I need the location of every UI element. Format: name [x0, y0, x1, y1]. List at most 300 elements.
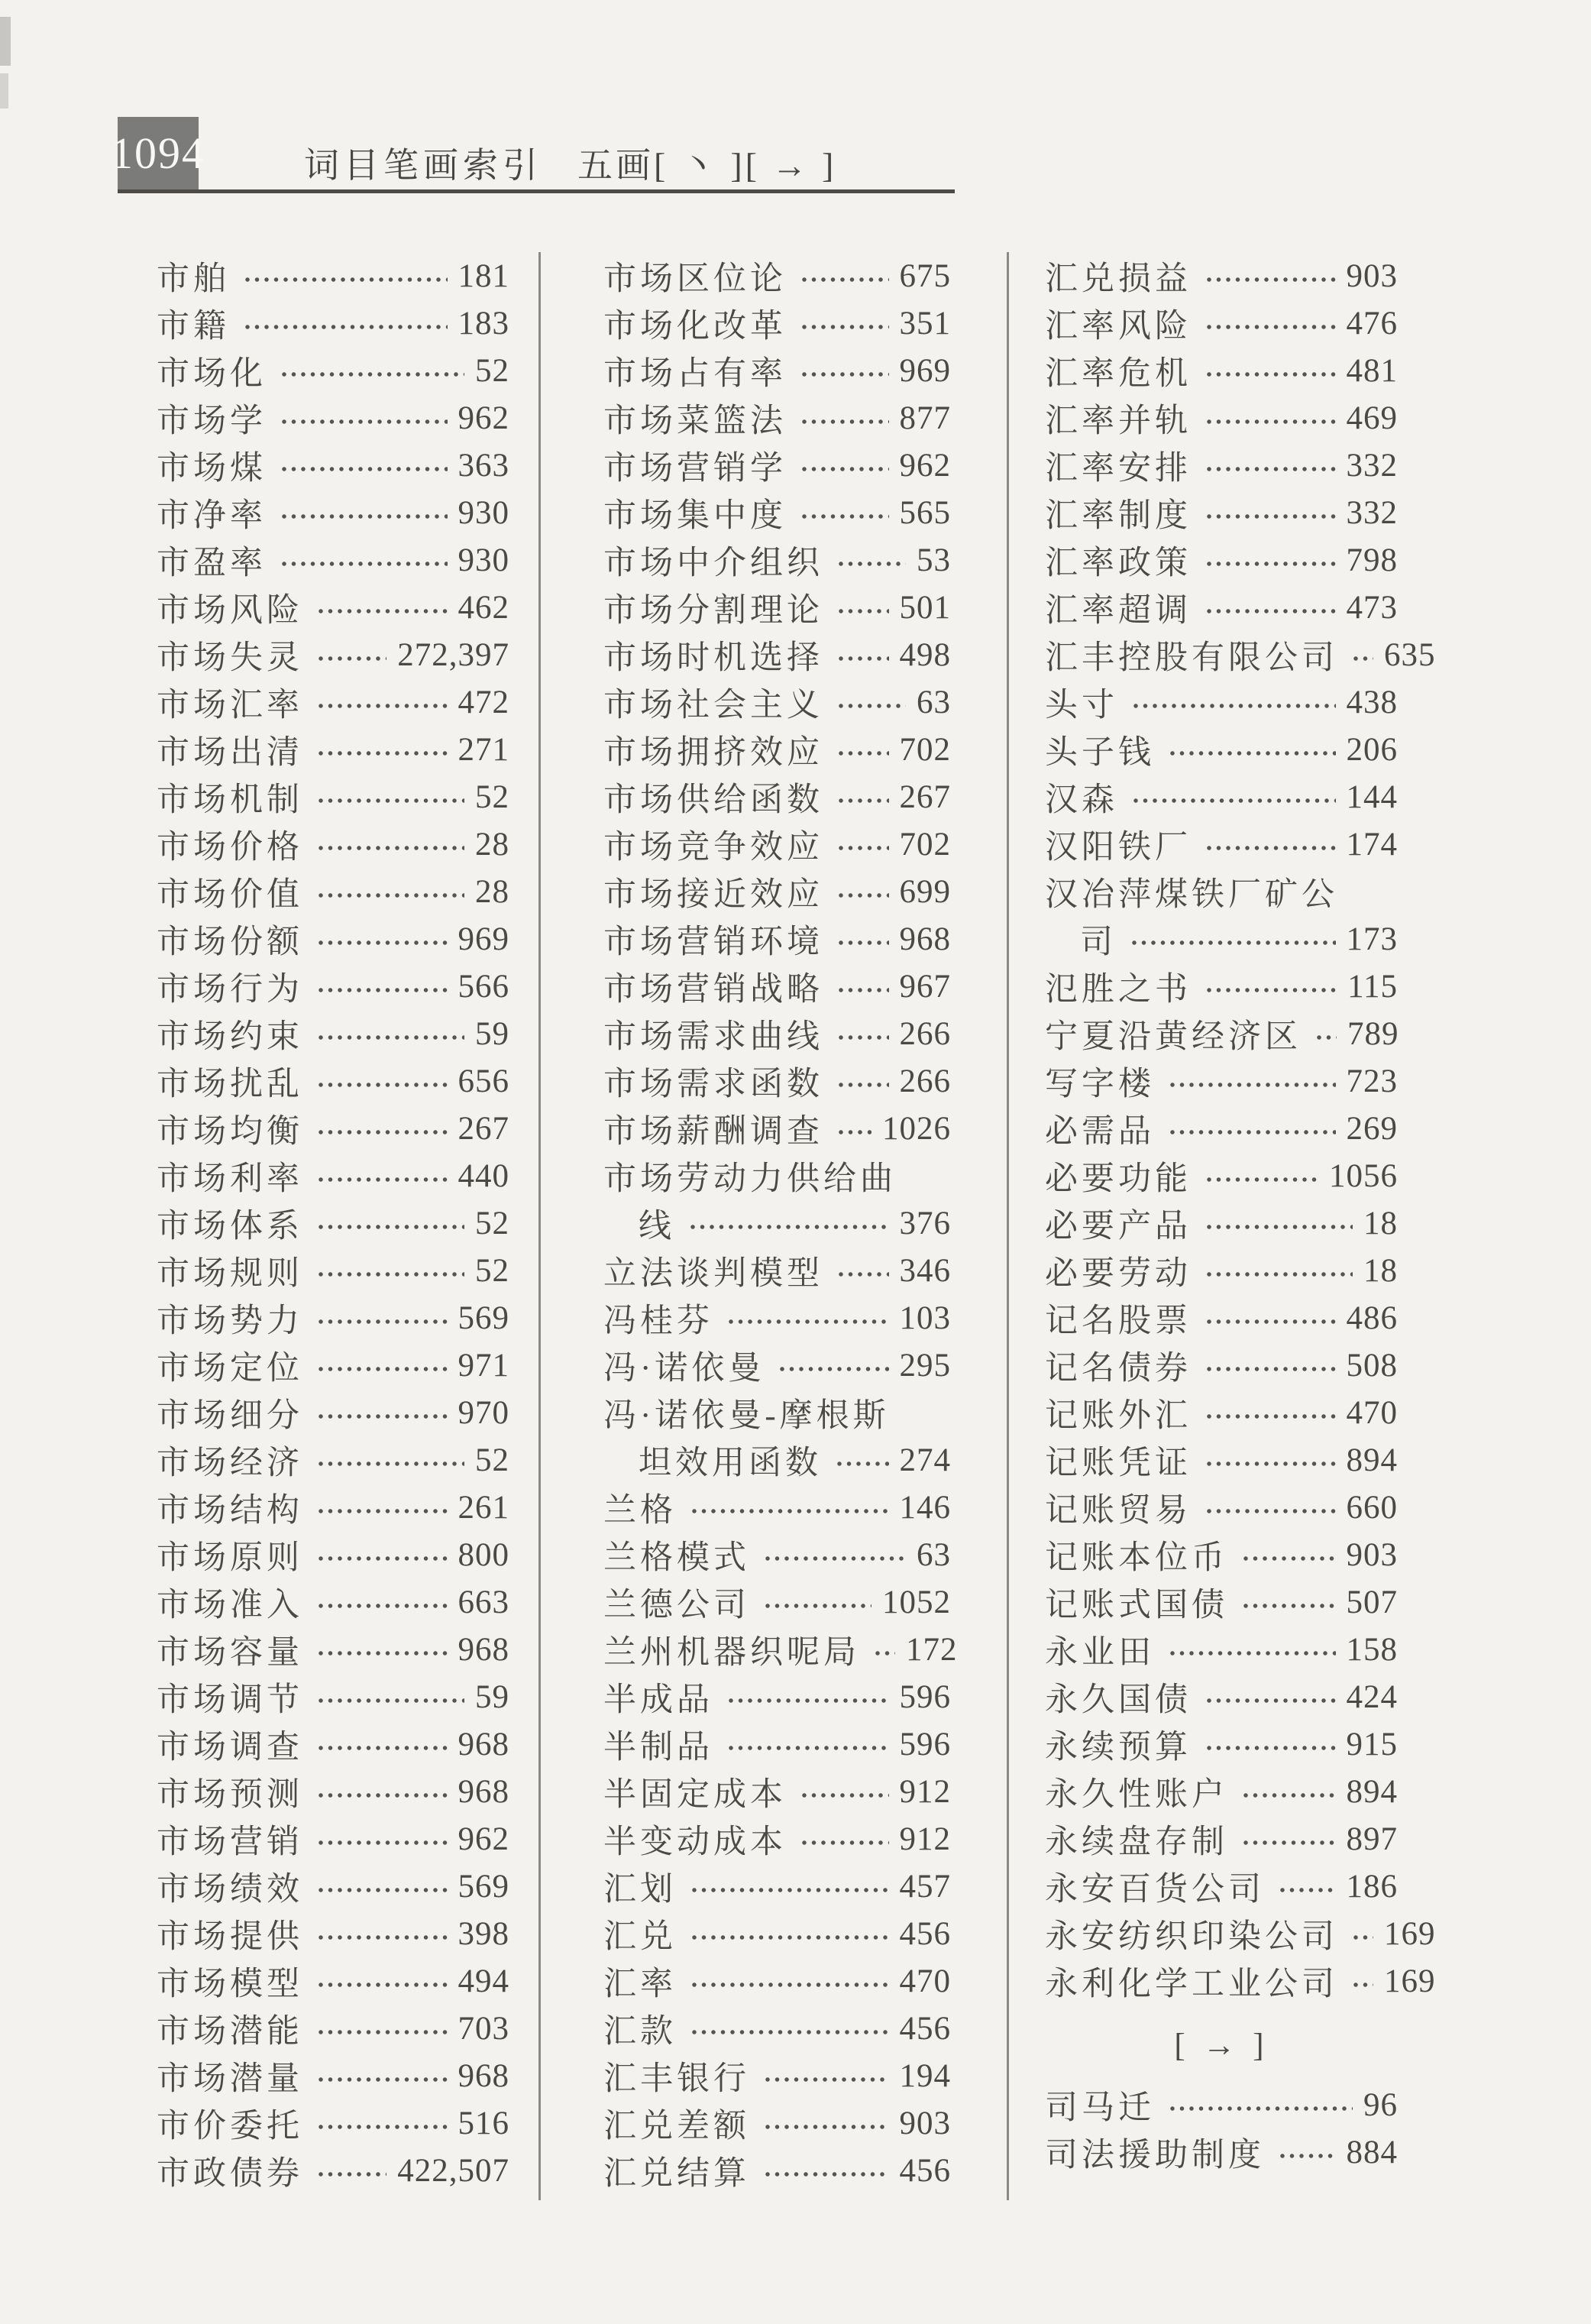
entry-term: 市场绩效 [157, 1871, 303, 1908]
index-entry [1045, 1626, 1398, 1673]
index-entry [157, 1436, 509, 1484]
entry-page-number: 971 [458, 1347, 509, 1384]
index-entry [603, 1105, 951, 1152]
index-entry [603, 631, 951, 678]
index-entry [157, 1863, 509, 1910]
entry-term: 头子钱 [1045, 734, 1155, 771]
entry-page-number: 52 [475, 1442, 509, 1478]
entry-term: 记账本位币 [1045, 1539, 1228, 1576]
index-entry [1045, 1294, 1398, 1342]
entry-term: 记账凭证 [1045, 1445, 1192, 1481]
dot-leader [317, 1270, 464, 1278]
index-entry [157, 1294, 509, 1342]
dot-leader [1205, 1744, 1336, 1752]
index-entry [603, 1484, 951, 1531]
dot-leader [1205, 1223, 1353, 1231]
entry-term: 市场竞争效应 [603, 829, 823, 866]
index-entry [603, 1626, 958, 1673]
index-entry [603, 1342, 951, 1389]
entry-term: 汉冶萍煤铁厂矿公 [1045, 876, 1338, 913]
entry-page-number: 18 [1363, 1252, 1398, 1289]
dot-leader [1205, 465, 1336, 473]
dot-leader [244, 276, 448, 283]
entry-term: 市场劳动力供给曲 [603, 1160, 897, 1197]
index-entry [1045, 1910, 1436, 1957]
entry-term: 兰州机器织呢局 [603, 1634, 860, 1671]
entry-page-number: 332 [1346, 494, 1398, 531]
index-entry [157, 1342, 509, 1389]
entry-page-number: 206 [1346, 731, 1398, 768]
entry-page-number: 266 [899, 1015, 951, 1052]
entry-term: 汇兑结算 [603, 2155, 750, 2192]
index-entry [1045, 773, 1398, 821]
index-entry [157, 299, 509, 347]
entry-page-number: 186 [1346, 1868, 1398, 1905]
entry-page-number: 266 [899, 1063, 951, 1099]
entry-page-number: 472 [458, 684, 509, 720]
entry-term: 市场风险 [157, 592, 303, 629]
index-entry [603, 347, 951, 394]
entry-page-number: 174 [1346, 826, 1398, 863]
page-header [304, 138, 836, 188]
entry-term: 氾胜之书 [1045, 971, 1192, 1008]
entry-page-number: 267 [458, 1110, 509, 1147]
entry-page-number: 912 [899, 1773, 951, 1810]
entry-page-number: 169 [1384, 1915, 1436, 1952]
dot-leader [837, 892, 889, 899]
entry-page-number: 144 [1346, 778, 1398, 815]
entry-term: 必需品 [1045, 1113, 1155, 1150]
entry-term: 坦效用函数 [639, 1445, 822, 1481]
entry-page-number: 968 [899, 921, 951, 957]
dot-leader [1130, 939, 1336, 947]
entry-page-number: 501 [899, 589, 951, 626]
entry-page-number: 115 [1347, 968, 1398, 1005]
entry-page-number: 798 [1346, 542, 1398, 578]
entry-term: 市场接近效应 [603, 876, 823, 913]
index-entry [1045, 1247, 1398, 1294]
dot-leader [1205, 560, 1336, 568]
index-entry [1045, 1389, 1398, 1436]
index-entry [157, 442, 509, 489]
dot-leader [317, 2076, 448, 2083]
entry-page-number: 877 [899, 400, 951, 436]
index-entry [1045, 2128, 1398, 2176]
index-entry [1045, 536, 1398, 584]
index-entry [603, 394, 951, 442]
dot-leader [690, 1981, 889, 1989]
index-entry [1045, 821, 1398, 868]
index-entry [157, 915, 509, 963]
index-entry [603, 1531, 951, 1578]
page-number-badge [111, 117, 205, 189]
entry-term: 市场模型 [157, 1966, 303, 2002]
entry-page-number: 596 [899, 1678, 951, 1715]
entry-page-number: 271 [458, 731, 509, 768]
dot-leader [1205, 418, 1336, 426]
entry-term: 永安纺织印染公司 [1045, 1918, 1338, 1955]
dot-leader [317, 1886, 448, 1894]
entry-page-number: 481 [1346, 352, 1398, 389]
entry-term: 市价委托 [157, 2108, 303, 2144]
entry-term: 市场煤 [157, 450, 267, 487]
entry-page-number: 96 [1363, 2086, 1398, 2123]
dot-leader [1205, 1318, 1336, 1325]
index-entry [157, 394, 509, 442]
entry-page-number: 194 [899, 2057, 951, 2094]
index-entry [603, 1152, 951, 1199]
entry-page-number: 1052 [882, 1584, 951, 1620]
entry-page-number: 376 [899, 1205, 951, 1241]
entry-page-number: 663 [458, 1584, 509, 1620]
entry-page-number: 470 [899, 1963, 951, 1999]
entry-term: 市场扰乱 [157, 1066, 303, 1102]
dot-leader [1205, 1413, 1336, 1420]
entry-term: 汇率超调 [1045, 592, 1192, 629]
column-divider [1007, 252, 1009, 2200]
entry-page-number: 63 [917, 684, 951, 720]
dot-leader [1242, 1602, 1336, 1610]
entry-term: 市场调节 [157, 1682, 303, 1718]
dot-leader [1205, 1365, 1336, 1373]
index-entry [157, 678, 509, 726]
entry-term: 市场准入 [157, 1587, 303, 1623]
entry-page-number: 424 [1346, 1678, 1398, 1715]
entry-page-number: 332 [1346, 447, 1398, 484]
entry-page-number: 52 [475, 352, 509, 389]
entry-term: 市场行为 [157, 971, 303, 1008]
dot-leader [1205, 844, 1336, 852]
entry-term: 市场学 [157, 403, 267, 439]
entry-page-number: 146 [899, 1489, 951, 1526]
dot-leader [800, 465, 889, 473]
dot-leader [1242, 1839, 1336, 1847]
index-entry [157, 1152, 509, 1199]
entry-term: 市盈率 [157, 545, 267, 581]
entry-page-number: 172 [906, 1631, 958, 1668]
dot-leader [837, 702, 906, 710]
dot-leader [874, 1649, 895, 1657]
dot-leader [837, 939, 889, 947]
entry-term: 市舶 [157, 261, 230, 297]
entry-page-number: 970 [458, 1394, 509, 1431]
entry-page-number: 894 [1346, 1442, 1398, 1478]
entry-page-number: 183 [458, 305, 509, 341]
entry-term: 半制品 [603, 1729, 713, 1766]
entry-term: 线 [639, 1208, 675, 1245]
entry-page-number: 476 [1346, 305, 1398, 341]
entry-page-number: 968 [458, 1773, 509, 1810]
dot-leader [800, 1792, 889, 1799]
entry-page-number: 52 [475, 778, 509, 815]
index-entry [603, 868, 951, 915]
entry-page-number: 903 [1346, 1536, 1398, 1573]
entry-term: 写字楼 [1045, 1066, 1155, 1102]
entry-page-number: 969 [899, 352, 951, 389]
entry-term: 市场集中度 [603, 497, 787, 534]
entry-term: 市场汇率 [157, 687, 303, 723]
entry-page-number: 566 [458, 968, 509, 1005]
entry-term: 市场营销环境 [603, 924, 823, 960]
entry-page-number: 569 [458, 1868, 509, 1905]
entry-term: 汇划 [603, 1871, 677, 1908]
entry-term: 市场利率 [157, 1160, 303, 1197]
entry-term: 立法谈判模型 [603, 1255, 823, 1292]
index-entry [157, 252, 509, 299]
entry-term: 市场预测 [157, 1776, 303, 1813]
entry-page-number: 295 [899, 1347, 951, 1384]
dot-leader [317, 1081, 448, 1089]
index-entry [603, 1673, 951, 1720]
entry-term: 永业田 [1045, 1634, 1155, 1671]
entry-page-number: 702 [899, 731, 951, 768]
index-entry [603, 252, 951, 299]
index-entry [1045, 1105, 1398, 1152]
index-entry [1045, 678, 1398, 726]
entry-term: 汇兑差额 [603, 2108, 750, 2144]
entry-page-number: 912 [899, 1821, 951, 1857]
entry-page-number: 462 [458, 589, 509, 626]
dot-leader [1169, 2105, 1353, 2112]
dot-leader [317, 1934, 448, 1941]
index-entry [603, 1957, 951, 2005]
index-entry [603, 1910, 951, 1957]
dot-leader [837, 1128, 871, 1136]
index-entry [1045, 1815, 1398, 1863]
entry-term: 记账式国债 [1045, 1587, 1228, 1623]
entry-page-number: 63 [917, 1536, 951, 1573]
entry-page-number: 915 [1346, 1726, 1398, 1762]
dot-leader [280, 513, 448, 520]
index-entry [603, 1247, 951, 1294]
dot-leader [800, 1839, 889, 1847]
dot-leader [837, 560, 906, 568]
dot-leader [317, 655, 386, 662]
entry-term: 冯桂芬 [603, 1303, 713, 1339]
entry-term: 必要功能 [1045, 1160, 1192, 1197]
dot-leader [764, 2123, 889, 2131]
entry-page-number: 967 [899, 968, 951, 1005]
dot-leader [764, 1555, 906, 1562]
index-entry [157, 1768, 509, 1815]
entry-term: 市场规则 [157, 1255, 303, 1292]
index-entry [157, 1578, 509, 1626]
entry-page-number: 903 [1346, 257, 1398, 294]
index-entry [603, 963, 951, 1010]
index-entry [603, 2099, 951, 2147]
entry-term: 永续预算 [1045, 1729, 1192, 1766]
index-entry [157, 1957, 509, 2005]
index-title: 词目笔画索引 [304, 146, 542, 185]
dot-leader [317, 1460, 464, 1468]
entry-page-number: 181 [458, 257, 509, 294]
entry-term: 永续盘存制 [1045, 1824, 1228, 1860]
dot-leader [1169, 1081, 1336, 1089]
index-entry [603, 1199, 951, 1247]
dot-leader [1315, 1034, 1337, 1041]
index-entry [157, 1673, 509, 1720]
entry-page-number: 968 [458, 1631, 509, 1668]
dot-leader [836, 1460, 889, 1468]
entry-term: 汇率危机 [1045, 355, 1192, 392]
entry-term: 市场原则 [157, 1539, 303, 1576]
dot-leader [1205, 1270, 1353, 1278]
dot-leader [317, 1602, 448, 1610]
index-entry [1045, 1768, 1398, 1815]
index-entry [1045, 1436, 1398, 1484]
entry-term: 市场细分 [157, 1397, 303, 1434]
dot-leader [727, 1697, 889, 1704]
stroke-section-header: [ → ] [1174, 2027, 1269, 2063]
index-entry [603, 1436, 951, 1484]
dot-leader [1205, 276, 1336, 283]
entry-page-number: 789 [1347, 1015, 1399, 1052]
index-entry [1045, 1673, 1398, 1720]
entry-page-number: 469 [1346, 400, 1398, 436]
index-entry [1045, 1578, 1398, 1626]
index-entry [1045, 442, 1398, 489]
entry-term: 市场营销 [157, 1824, 303, 1860]
index-entry [1045, 1863, 1398, 1910]
dot-leader [837, 844, 889, 852]
entry-term: 市场经济 [157, 1445, 303, 1481]
entry-term: 永利化学工业公司 [1045, 1966, 1338, 2002]
entry-page-number: 962 [458, 1821, 509, 1857]
dot-leader [317, 1034, 464, 1041]
index-entry [157, 1720, 509, 1768]
entry-page-number: 930 [458, 542, 509, 578]
index-column-2 [603, 252, 958, 2194]
index-entry [603, 678, 951, 726]
entry-page-number: 52 [475, 1205, 509, 1241]
index-entry [1045, 726, 1398, 773]
entry-term: 记账贸易 [1045, 1492, 1192, 1529]
dot-leader [778, 1365, 888, 1373]
entry-page-number: 456 [899, 2010, 951, 2047]
entry-page-number: 903 [899, 2105, 951, 2141]
entry-term: 市场需求函数 [603, 1066, 823, 1102]
index-entry [1045, 394, 1398, 442]
entry-term: 记账外汇 [1045, 1397, 1192, 1434]
dot-leader [244, 323, 448, 331]
entry-term: 兰格 [603, 1492, 677, 1529]
entry-page-number: 884 [1346, 2134, 1398, 2170]
dot-leader [317, 749, 448, 757]
dot-leader [800, 371, 889, 378]
index-entry [603, 1768, 951, 1815]
entry-term: 市场分割理论 [603, 592, 823, 629]
scan-artifact [0, 17, 11, 66]
entry-term: 兰德公司 [603, 1587, 750, 1623]
entry-page-number: 1056 [1329, 1157, 1398, 1194]
index-entry [603, 1294, 951, 1342]
index-entry [1045, 1057, 1398, 1105]
entry-page-number: 516 [458, 2105, 509, 2141]
index-entry [157, 1247, 509, 1294]
index-entry [157, 1531, 509, 1578]
entry-term: 汇率并轨 [1045, 403, 1192, 439]
entry-term: 汇率安排 [1045, 450, 1192, 487]
entry-page-number: 635 [1384, 636, 1436, 673]
dot-leader [837, 749, 889, 757]
dot-leader [317, 1649, 448, 1657]
dot-leader [280, 465, 448, 473]
entry-term: 市场中介组织 [603, 545, 823, 581]
dot-leader [800, 276, 889, 283]
index-entry [157, 963, 509, 1010]
entry-page-number: 52 [475, 1252, 509, 1289]
entry-page-number: 675 [899, 257, 951, 294]
entry-term: 汉阳铁厂 [1045, 829, 1192, 866]
dot-leader [1352, 1934, 1373, 1941]
dot-leader [800, 513, 889, 520]
entry-page-number: 103 [899, 1300, 951, 1336]
dot-leader [317, 1223, 464, 1231]
dot-leader [837, 655, 889, 662]
entry-term: 市政债券 [157, 2155, 303, 2192]
dot-leader [280, 418, 448, 426]
entry-term: 汇率 [603, 1966, 677, 2002]
entry-term: 市籍 [157, 308, 230, 345]
entry-term: 必要劳动 [1045, 1255, 1192, 1292]
entry-page-number: 422,507 [397, 2152, 509, 2189]
dot-leader [317, 2170, 386, 2178]
dot-leader [1205, 1697, 1336, 1704]
entry-page-number: 800 [458, 1536, 509, 1573]
index-entry [603, 915, 951, 963]
index-entry [157, 1057, 509, 1105]
entry-page-number: 269 [1346, 1110, 1398, 1147]
index-entry [157, 536, 509, 584]
dot-leader [1132, 702, 1336, 710]
dot-leader [317, 939, 448, 947]
entry-page-number: 656 [458, 1063, 509, 1099]
dot-leader [727, 1318, 889, 1325]
index-entry [157, 821, 509, 868]
entry-term: 市场化 [157, 355, 267, 392]
index-entry [1045, 299, 1398, 347]
dot-leader [317, 1697, 464, 1704]
entry-page-number: 28 [475, 873, 509, 910]
index-entry [157, 2147, 509, 2194]
index-entry [1045, 1342, 1398, 1389]
entry-page-number: 274 [899, 1442, 951, 1478]
entry-page-number: 440 [458, 1157, 509, 1194]
index-entry [603, 1010, 951, 1057]
entry-page-number: 53 [917, 542, 951, 578]
index-entry [1045, 2081, 1398, 2128]
dot-leader [837, 607, 889, 615]
dot-leader [317, 702, 448, 710]
index-entry [603, 1815, 951, 1863]
dot-leader [317, 844, 464, 852]
index-entry [157, 1626, 509, 1673]
entry-term: 市场价格 [157, 829, 303, 866]
dot-leader [317, 1555, 448, 1562]
entry-term: 兰格模式 [603, 1539, 750, 1576]
entry-term: 记名债券 [1045, 1350, 1192, 1387]
entry-term: 市场提供 [157, 1918, 303, 1955]
index-entry [603, 1720, 951, 1768]
entry-page-number: 962 [458, 400, 509, 436]
index-entry [603, 1389, 951, 1436]
index-entry [603, 821, 951, 868]
entry-term: 半固定成本 [603, 1776, 787, 1813]
entry-term: 司 [1080, 924, 1117, 960]
entry-term: 记名股票 [1045, 1303, 1192, 1339]
column-divider [538, 252, 541, 2200]
dot-leader [837, 1270, 889, 1278]
